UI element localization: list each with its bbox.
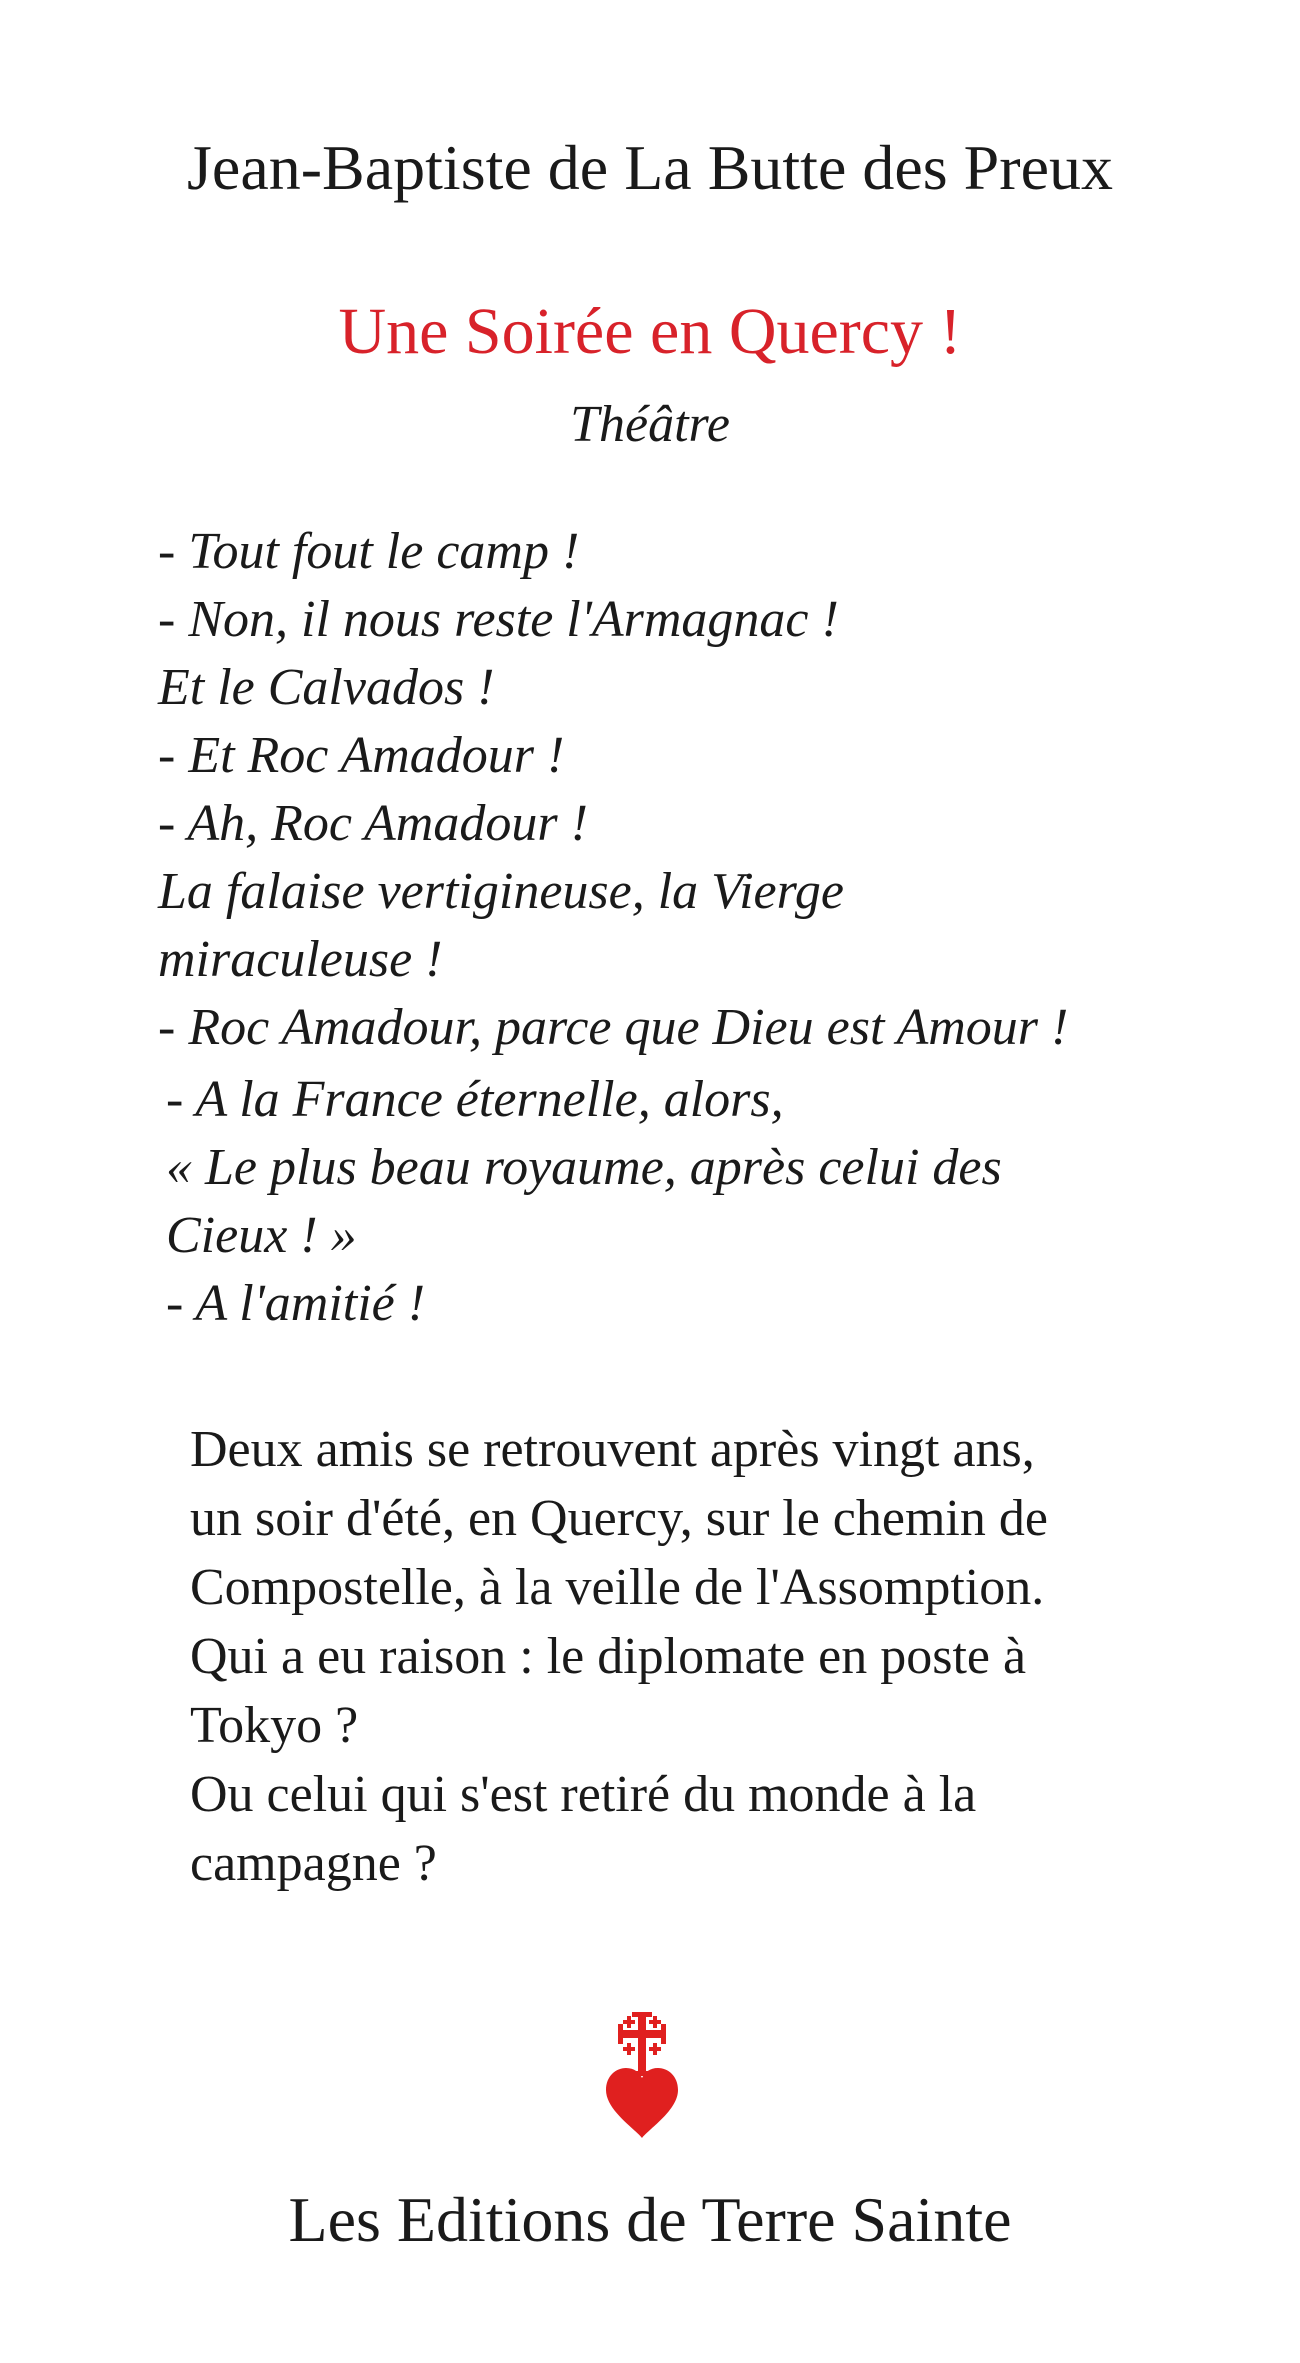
dialogue-line: - Tout fout le camp ! [158,523,580,580]
summary-line: un soir d'été, en Quercy, sur le chemin de [190,1490,1048,1547]
dialogue-line: - Roc Amadour, parce que Dieu est Amour ! [158,999,1069,1056]
summary-line: Deux amis se retrouvent après vingt ans, [190,1421,1035,1478]
book-title: Une Soirée en Quercy ! [338,295,962,368]
dialogue-line: - Non, il nous reste l'Armagnac ! [158,591,839,648]
jerusalem-cross-heart-icon [604,2010,680,2140]
summary-line: Tokyo ? [190,1697,359,1754]
dialogue-line: « Le plus beau royaume, après celui des [166,1139,1002,1196]
dialogue-line: - A l'amitié ! [166,1275,426,1332]
summary-line: campagne ? [190,1835,437,1892]
dialogue-line: - Et Roc Amadour ! [158,727,565,784]
summary-line: Ou celui qui s'est retiré du monde à la [190,1766,977,1823]
dialogue-line: La falaise vertigineuse, la Vierge [158,863,844,920]
book-summary [190,1415,1280,1898]
dialogue-line: miraculeuse ! [158,931,443,988]
summary-line: Qui a eu raison : le diplomate en poste à [190,1628,1027,1685]
author-name: Jean-Baptiste de La Butte des Preux [187,132,1113,203]
summary-line: Compostelle, à la veille de l'Assomption. [190,1559,1045,1616]
publisher-name: Les Editions de Terre Sainte [288,2184,1012,2255]
dialogue-line: - Ah, Roc Amadour ! [158,795,588,852]
dialogue-line: - A la France éternelle, alors, [166,1071,784,1128]
book-genre: Théâtre [570,396,730,453]
dialogue-excerpt [158,518,1278,1338]
dialogue-line: Cieux ! » [166,1207,357,1264]
dialogue-line: Et le Calvados ! [158,659,495,716]
